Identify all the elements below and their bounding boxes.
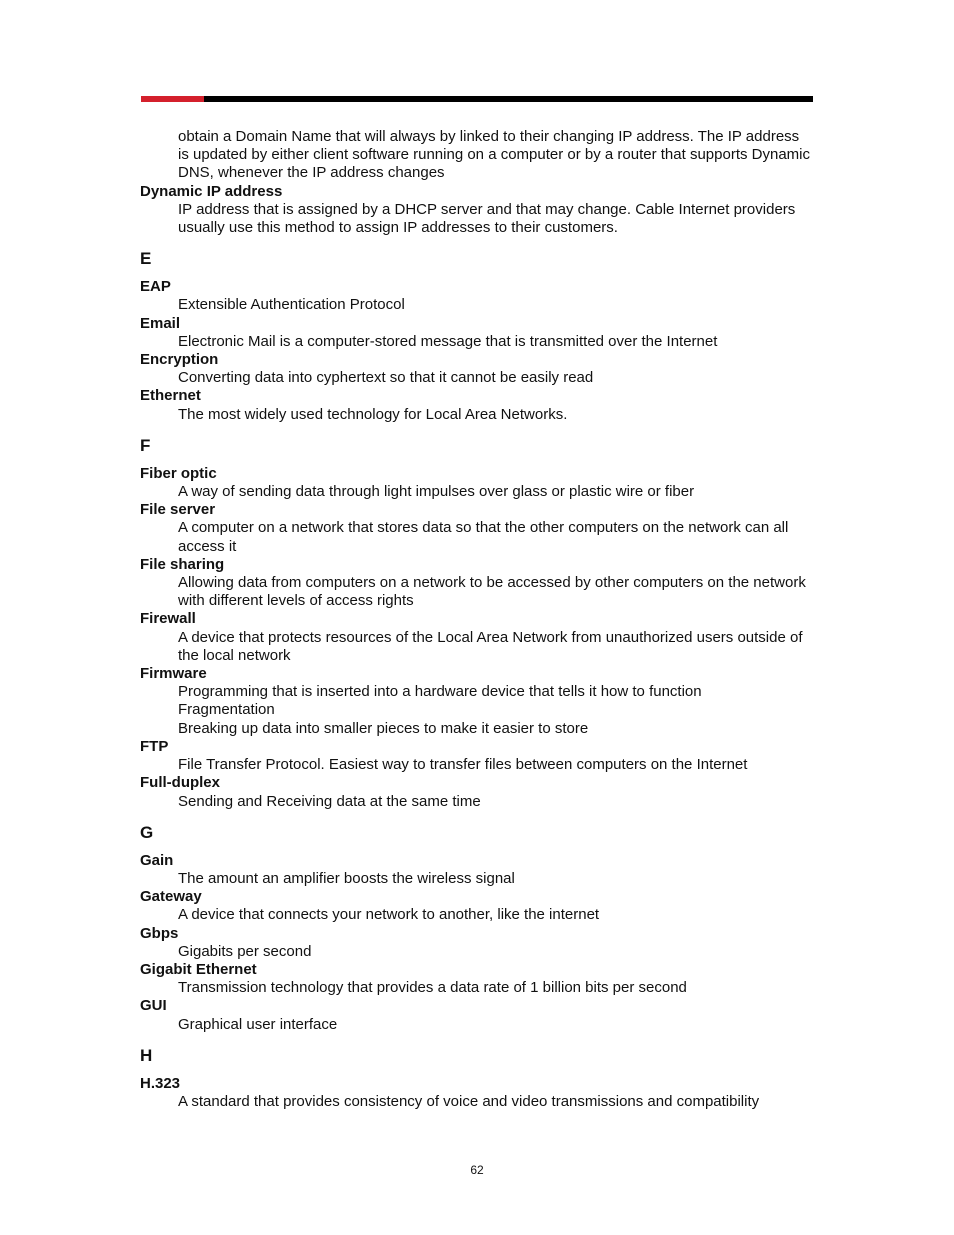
glossary-entry <box>140 774 812 810</box>
header-accent-bar <box>141 96 204 102</box>
glossary-definition-extra: Fragmentation <box>178 701 275 719</box>
glossary-definition: Programming that is inserted into a hardware device that tells it how to function <box>178 683 702 701</box>
glossary-sections <box>140 249 812 1111</box>
glossary-term: Gbps <box>140 924 179 942</box>
glossary-term: Dynamic IP address <box>140 182 283 200</box>
glossary-section <box>140 436 812 811</box>
glossary-entry <box>140 738 812 774</box>
header-rule <box>141 96 813 102</box>
glossary-entry <box>140 610 812 665</box>
glossary-term: Email <box>140 314 181 332</box>
section-entries <box>140 278 812 424</box>
section-letter: H <box>140 1045 153 1065</box>
glossary-entry <box>140 925 812 961</box>
section-entries <box>140 852 812 1034</box>
glossary-definition: File Transfer Protocol. Easiest way to transfer files between computers on the Internet <box>178 756 748 774</box>
glossary-definition: A way of sending data through light impulses over glass or plastic wire or fiber <box>178 483 695 501</box>
glossary-entry <box>140 961 812 997</box>
glossary-section <box>140 1046 812 1111</box>
page-number: 62 <box>470 1163 484 1177</box>
glossary-entry <box>140 183 812 238</box>
glossary-definition: Extensible Authentication Protocol <box>178 296 405 314</box>
glossary-section <box>140 823 812 1034</box>
glossary-term: Fiber optic <box>140 464 217 482</box>
glossary-entry <box>140 501 812 556</box>
section-letter: G <box>140 822 154 842</box>
glossary-definition: Graphical user interface <box>178 1015 338 1033</box>
glossary-term: File server <box>140 501 216 519</box>
glossary-entry <box>140 351 812 387</box>
glossary-term: Firmware <box>140 665 207 683</box>
section-letter: E <box>140 249 152 269</box>
glossary-term: Firewall <box>140 610 196 628</box>
glossary-term: Gateway <box>140 888 202 906</box>
glossary-entry <box>140 852 812 888</box>
glossary-definition: A computer on a network that stores data so that the other computers on the network can all access it <box>178 519 789 555</box>
glossary-term: File sharing <box>140 555 225 573</box>
section-letter: F <box>140 435 151 455</box>
glossary-definition: Transmission technology that provides a data rate of 1 billion bits per second <box>178 979 687 997</box>
glossary-definition: A standard that provides consistency of voice and video transmissions and compatibility <box>178 1092 760 1110</box>
glossary-entry <box>140 556 812 611</box>
glossary-definition: Allowing data from computers on a network to be accessed by other computers on the network with different levels of access rights <box>178 574 806 610</box>
section-entries <box>140 465 812 811</box>
glossary-entry <box>140 888 812 924</box>
glossary-term: Gigabit Ethernet <box>140 960 257 978</box>
glossary-term: H.323 <box>140 1074 181 1092</box>
intro-entries <box>140 183 812 238</box>
continuation-definition: obtain a Domain Name that will always by linked to their changing IP address. The IP address is updated by either client software running on a computer or by a router that supports Dynamic DNS, whenever the IP address changes <box>178 128 810 182</box>
glossary-definition-extra: Breaking up data into smaller pieces to make it easier to store <box>178 719 589 737</box>
glossary-term: EAP <box>140 278 171 296</box>
glossary-definition: The amount an amplifier boosts the wireless signal <box>178 869 515 887</box>
glossary-entry <box>140 997 812 1033</box>
glossary-definition: A device that connects your network to another, like the internet <box>178 906 600 924</box>
glossary-definition: Electronic Mail is a computer-stored message that is transmitted over the Internet <box>178 332 718 350</box>
glossary-definition: Converting data into cyphertext so that it cannot be easily read <box>178 369 594 387</box>
glossary-term: Encryption <box>140 351 219 369</box>
glossary-term: FTP <box>140 737 169 755</box>
glossary-term: GUI <box>140 997 167 1015</box>
glossary-entry <box>140 278 812 314</box>
glossary-entry <box>140 1075 812 1111</box>
glossary-definition: The most widely used technology for Local Area Networks. <box>178 405 568 423</box>
glossary-entry <box>140 665 812 738</box>
glossary-term: Ethernet <box>140 387 201 405</box>
header-black-rule <box>204 96 813 102</box>
glossary-term: Gain <box>140 851 174 869</box>
glossary-content <box>140 128 812 1111</box>
glossary-entry <box>140 465 812 501</box>
glossary-definition: A device that protects resources of the Local Area Network from unauthorized users outside of the local network <box>178 628 803 664</box>
glossary-entry <box>140 387 812 423</box>
glossary-section <box>140 249 812 424</box>
glossary-definition: Sending and Receiving data at the same time <box>178 792 481 810</box>
section-entries <box>140 1075 812 1111</box>
glossary-term: Full-duplex <box>140 774 220 792</box>
glossary-definition: Gigabits per second <box>178 942 312 960</box>
glossary-definition: IP address that is assigned by a DHCP server and that may change. Cable Internet providers usually use this method to assign IP addresses to their customers. <box>178 200 796 237</box>
glossary-entry <box>140 315 812 351</box>
